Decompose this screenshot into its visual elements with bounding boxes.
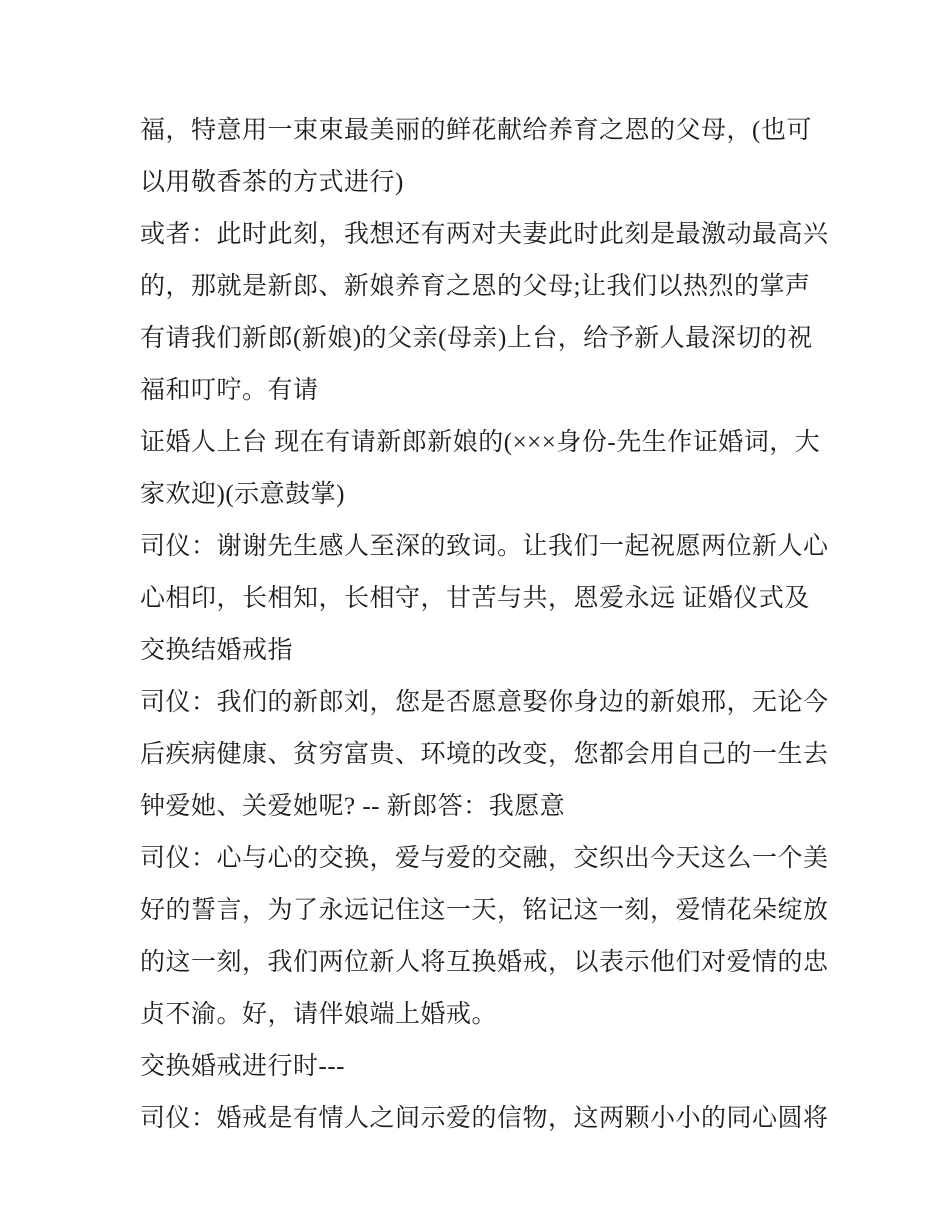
text-line: 有请我们新郎(新娘)的父亲(母亲)上台，给予新人最深切的祝 <box>140 325 813 352</box>
text-line: 福，特意用一束束最美丽的鲜花献给养育之恩的父母，(也可 <box>140 117 812 144</box>
document-text-block <box>140 105 840 1145</box>
text-line: 好的誓言，为了永远记住这一天，铭记这一刻，爱情花朵绽放 <box>140 897 829 924</box>
text-line: 后疾病健康、贫穷富贵、环境的改变，您都会用自己的一生去 <box>140 741 829 768</box>
text-line: 司仪：谢谢先生感人至深的致词。让我们一起祝愿两位新人心 <box>140 533 829 560</box>
text-line: 以用敬香茶的方式进行) <box>140 169 404 196</box>
text-line: 钟爱她、关爱她呢? -- 新郎答：我愿意 <box>140 793 566 820</box>
text-line: 交换婚戒进行时--- <box>140 1053 345 1080</box>
text-line: 心相印，长相知，长相守，甘苦与共，恩爱永远 证婚仪式及 <box>140 585 810 612</box>
text-line: 的这一刻，我们两位新人将互换婚戒，以表示他们对爱情的忠 <box>140 949 829 976</box>
text-line: 家欢迎)(示意鼓掌) <box>140 481 345 508</box>
text-line: 交换结婚戒指 <box>140 637 294 664</box>
text-line: 证婚人上台 现在有请新郎新娘的(×××身份-先生作证婚词，大 <box>140 429 821 456</box>
text-line: 福和叮咛。有请 <box>140 377 319 404</box>
text-line: 的，那就是新郎、新娘养育之恩的父母;让我们以热烈的掌声 <box>140 273 811 300</box>
text-line: 司仪：我们的新郎刘，您是否愿意娶你身边的新娘邢，无论今 <box>140 689 829 716</box>
text-line: 司仪：心与心的交换，爱与爱的交融，交织出今天这么一个美 <box>140 845 829 872</box>
text-line: 贞不渝。好，请伴娘端上婚戒。 <box>140 1001 498 1028</box>
text-line: 司仪：婚戒是有情人之间示爱的信物，这两颗小小的同心圆将 <box>140 1105 829 1132</box>
text-line: 或者：此时此刻，我想还有两对夫妻此时此刻是最激动最高兴 <box>140 221 829 248</box>
